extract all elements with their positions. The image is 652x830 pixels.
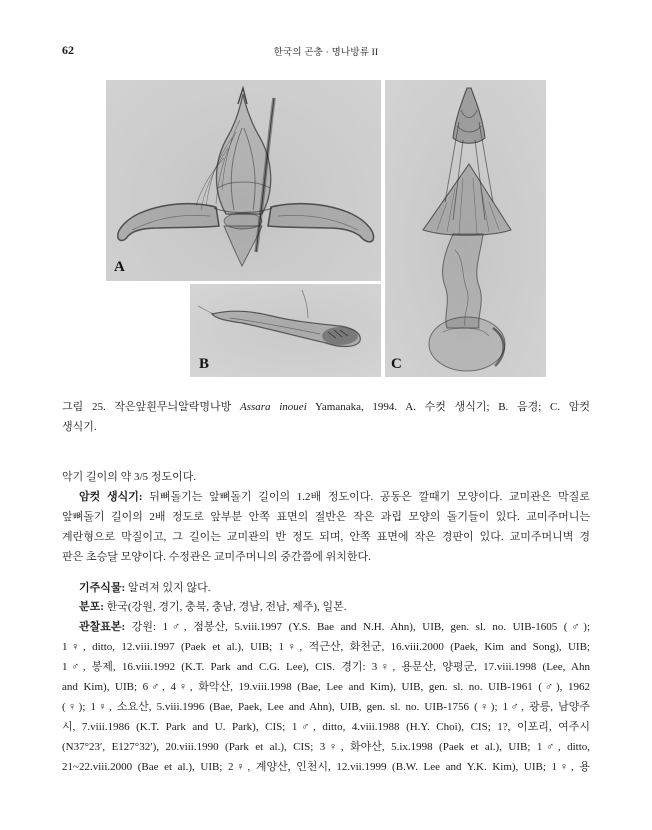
section-heading: 분포: [79,601,104,613]
page-header [62,43,590,59]
corpus-bursae [429,317,505,371]
text-line [62,597,590,617]
text-span: 알려져 있지 않다. [127,582,211,594]
panel-label-b: B [199,356,210,372]
aedeagus-image [190,284,381,377]
text-line: and Kim), UIB; 6♂, 4♀, 화악산, 19.viii.1998 (Bae, Lee and Kim), UIB, gen. sl. no. UIB-1961 (♂), 1962 [62,681,590,693]
male-genitalia-image [106,80,381,281]
section-heading: 관찰표본: [79,621,126,633]
left-valva [118,204,219,241]
antrum [423,164,511,235]
text-line: (♀); 1♀, 소요산, 5.viii.1996 (Bae, Paek, Lee and Ahn), UIB, gen. sl. no. UIB-1756 (♀); 1♂, 광릉, 남양주 [62,701,590,713]
page-number: 62 [62,43,74,57]
ovipositor [453,88,485,143]
text-line: 판은 초승달 모양이다. 수정관은 교미주머니의 중간쯤에 위치한다. [62,551,371,563]
text-line: 1♂, 봉제, 16.viii.1992 (K.T. Park and C.G. Lee), CIS. 경기: 3♀, 용문산, 양평군, 17.viii.1998 (Lee, Ahn [62,661,590,673]
right-valva [268,204,374,242]
text-line: 21~22.viii.2000 (Bae et al.), UIB; 2♀, 계양산, 인천시, 12.vii.1999 (B.W. Lee and Y.K. Kim), UIB; 1♀, 용 [62,761,590,773]
host-plants-paragraph [62,578,590,598]
figure-panel-b [190,284,381,377]
aedeagus-bulb [322,327,358,345]
section-heading: 암컷 생식기: [79,491,143,503]
distribution-paragraph [62,597,590,617]
text-line: (N37°23′, E127°32′), 20.viii.1990 (Park et al.), CIS; 3♀, 화야산, 5.ix.1998 (Paek et al.), UIB; 1♂, ditto, [62,741,590,753]
caption-legend-continued: 생식기. [62,421,97,433]
figure-caption [62,397,590,437]
text-span: 강원: 1♂, 점봉산, 5.viii.1997 (Y.S. Bae and N.H. Ahn), UIB, gen. sl. no. UIB-1605 (♂); [131,621,590,633]
caption-legend: A. 수컷 생식기; B. 음경; C. 암컷 [405,401,590,413]
text-line [62,487,590,507]
text-line: 계란형으로 막질이고, 그 길이는 교미관의 반 정도 되며, 안쪽 표면에 작은 경판이 있다. 교미주머니벽 경 [62,531,590,543]
material-examined-paragraph [62,617,590,777]
text-line [62,578,590,598]
figure-panel-c [385,80,546,377]
text-line: 악기 길이의 약 3/5 정도이다. [62,471,197,483]
caption-authority: Yamanaka, 1994. [315,401,398,413]
caption-korean-name: 작은앞흰무늬알락명나방 [114,401,232,413]
section-heading: 기주식물: [79,582,126,594]
text-span: 뒤뼈돌기는 앞뼈돌기 길이의 1.2배 정도이다. 공동은 깔때기 모양이다. 교미관은 막질로 [149,491,590,503]
figure-panel-a [106,80,381,281]
caption-scientific-name: Assara inouei [240,401,307,413]
text-line: 1♀, ditto, 12.viii.1997 (Paek et al.), UIB; 1♀, 적근산, 화천군, 16.viii.2000 (Paek, Kim and Song), UIB; [62,641,590,653]
caption-number: 그림 25. [62,401,106,413]
text-span: 한국(강원, 경기, 충북, 충남, 경남, 전남, 제주), 일본. [106,601,347,613]
text-line [62,617,590,637]
panel-label-a: A [114,259,125,275]
text-line: 앞뼈돌기 길이의 2배 정도로 앞부분 안쪽 표면의 절반은 작은 과립 모양의 돌기들이 있다. 교미주머니는 [62,511,590,523]
female-genitalia-paragraph [62,487,590,567]
text-line: 시, 7.viii.1986 (K.T. Park and U. Park), CIS; 1♂, ditto, 4.viii.1988 (H.Y. Choi), CIS; 1?, 이포리, 여주시 [62,721,590,733]
panel-label-c: C [391,356,402,372]
caption-line [62,417,590,437]
caption-line [62,397,590,417]
ductus-bursae [443,234,483,328]
continuation-paragraph [62,467,590,487]
filament [302,290,308,318]
running-title: 한국의 곤충 · 명나방류 II [273,48,379,58]
female-genitalia-image [385,80,546,377]
